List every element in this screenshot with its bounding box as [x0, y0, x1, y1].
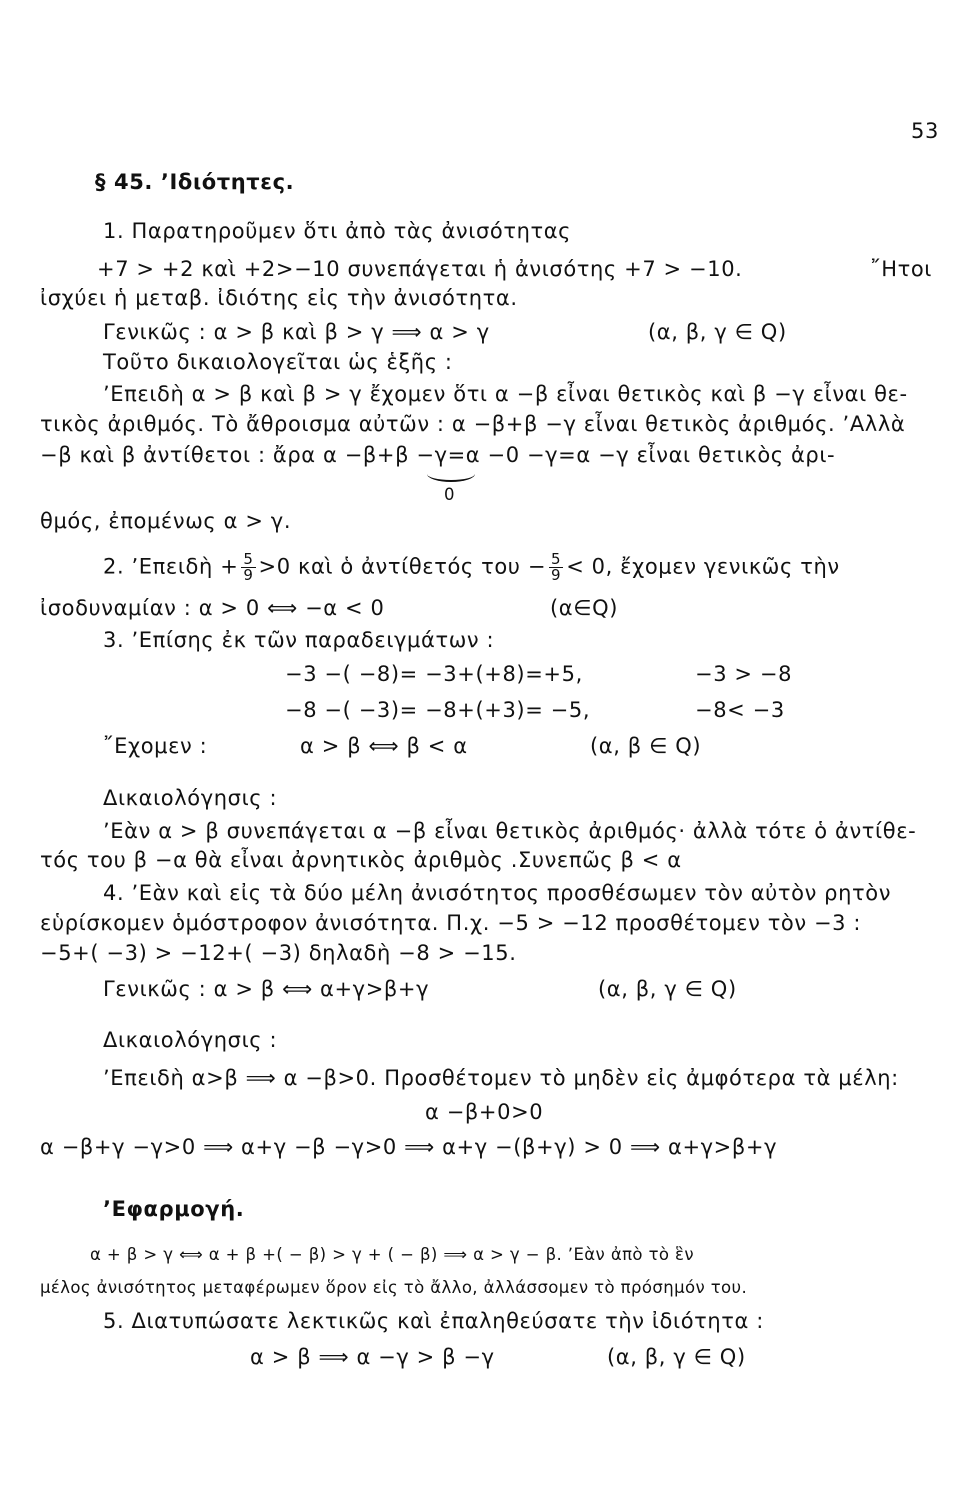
text-line-3: ἰσχύει ἡ μεταβ. ἰδιότης εἰς τὴν ἀνισότητα.	[40, 286, 518, 310]
text-line-7: τικὸς ἀριθμός. Τὸ ἄθροισμα αὐτῶν : α −β+β −γ εἶναι θετικὸς ἀριθμός. ʼΑλλὰ	[40, 412, 906, 436]
text-line-1: 1. Παρατηροῦμεν ὅτι ἀπὸ τὰς ἀνισότητας	[103, 219, 572, 243]
symmetry-rule: α > β ⟺ β < α	[300, 734, 468, 758]
fraction-five-ninths-opposite	[549, 552, 563, 583]
line-10-end: < 0, ἔχομεν γενικῶς τὴν	[566, 554, 840, 579]
general-rule-transitive: Γενικῶς : α > β καὶ β > γ ⟹ α > γ	[103, 320, 490, 344]
section-heading: § 45. ʼΙδιότητες.	[95, 170, 295, 194]
text-line-26: α −β+γ −γ>0 ⟹ α+γ −β −γ>0 ⟹ α+γ −(β+γ) > 0 ⟹ α+γ>β+γ	[40, 1135, 778, 1159]
page-number: 53	[911, 119, 939, 143]
text-line-5: Τοῦτο δικαιολογεῖται ὡς ἑξῆς :	[103, 350, 453, 374]
underbrace-zero: 0	[444, 485, 455, 504]
domain-note-4: (α, β, γ ∈ Q)	[598, 977, 737, 1001]
justification-heading-1: Δικαιολόγησις :	[103, 786, 278, 810]
addition-rule: Γενικῶς : α > β ⟺ α+γ>β+γ	[103, 977, 430, 1001]
text-line-12: 3. ʼΕπίσης ἐκ τῶν παραδειγμάτων :	[103, 628, 495, 652]
example-1-ineq: −3 > −8	[695, 662, 793, 686]
text-line-11	[40, 594, 740, 622]
example-1-calc: −3 −( −8)= −3+(+8)=+5,	[285, 662, 583, 686]
text-line-22	[103, 975, 753, 1003]
text-line-20: εὑρίσκομεν ὁμόστροφον ἀνισότητα. Π.χ. −5 > −12 προσθέτομεν τὸν −3 :	[40, 911, 862, 935]
fraction-denominator-2: 9	[551, 566, 562, 584]
fraction-numerator-2: 5	[551, 550, 562, 568]
fraction-five-ninths	[241, 552, 255, 583]
underbrace	[427, 466, 475, 482]
text-line-4	[103, 318, 803, 346]
text-line-18: τός του β −α θὰ εἶναι ἀρνητικὸς ἀριθμὸς .Συνεπῶς β < α	[40, 848, 682, 872]
text-line-8: −β καὶ β ἀντίθετοι : ἄρα α −β+β −γ=α −0 −γ=α −γ εἶναι θετικὸς ἀρι-	[40, 443, 836, 467]
we-have-label: ῎Εχομεν :	[103, 734, 208, 758]
justification-heading-2: Δικαιολόγησις :	[103, 1028, 278, 1052]
text-line-2	[97, 255, 932, 283]
example-line-1	[285, 660, 793, 688]
fraction-denominator: 9	[243, 566, 254, 584]
line-10-middle: >0 καὶ ὁ ἀντίθετός του −	[258, 554, 547, 579]
text-line-25: α −β+0>0	[425, 1100, 544, 1124]
text-line-19: 4. ʼΕὰν καὶ εἰς τὰ δύο μέλη ἀνισότητος προσθέσωμεν τὸν αὐτὸν ρητὸν	[103, 881, 892, 905]
text-line-21: −5+( −3) > −12+( −3) δηλαδὴ −8 > −15.	[40, 941, 517, 965]
domain-note-2: (α∈Q)	[550, 596, 619, 620]
text-line-28: α + β > γ ⟺ α + β +( − β) > γ + ( − β) ⟹ α > γ − β. ʼΕὰν ἀπὸ τὸ ἓν	[90, 1245, 694, 1264]
example-2-calc: −8 −( −3)= −8+(+3)= −5,	[285, 698, 591, 722]
fraction-numerator: 5	[243, 550, 254, 568]
domain-note-3: (α, β ∈ Q)	[590, 734, 702, 758]
text-line-17: ʼΕὰν α > β συνεπάγεται α −β εἶναι θετικὸς ἀριθμός· ἀλλὰ τότε ὁ ἀντίθε-	[103, 819, 917, 843]
equivalence-rule: ἰσοδυναμίαν : α > 0 ⟺ −α < 0	[40, 596, 385, 620]
text-line-15	[103, 732, 723, 760]
example-2-ineq: −8< −3	[695, 698, 785, 722]
text-line-6: ʼΕπειδὴ α > β καὶ β > γ ἔχομεν ὅτι α −β εἶναι θετικὸς καὶ β −γ εἶναι θε-	[103, 382, 908, 406]
text-line-2-main: +7 > +2 καὶ +2>−10 συνεπάγεται ἡ ἀνισότης +7 > −10.	[97, 257, 743, 281]
domain-note: (α, β, γ ∈ Q)	[648, 320, 787, 344]
text-line-24: ʼΕπειδὴ α>β ⟹ α −β>0. Προσθέτομεν τὸ μηδὲν εἰς ἀμφότερα τὰ μέλη:	[103, 1066, 899, 1090]
text-line-31	[250, 1343, 770, 1371]
subtraction-rule: α > β ⟹ α −γ > β −γ	[250, 1345, 495, 1369]
text-line-2-end: ῎Ητοι	[870, 257, 932, 281]
line-10-start: 2. ʼΕπειδὴ +	[103, 554, 239, 579]
text-line-30: 5. Διατυπώσατε λεκτικῶς καὶ ἐπαληθεύσατε τὴν ἰδιότητα :	[103, 1309, 764, 1333]
text-line-10	[103, 552, 840, 583]
text-line-9: θμός, ἐπομένως α > γ.	[40, 509, 292, 533]
application-heading: ʼΕφαρμογή.	[103, 1197, 245, 1221]
example-line-2	[285, 696, 785, 724]
text-line-29: μέλος ἀνισότητος μεταφέρωμεν ὅρον εἰς τὸ ἄλλο, ἀλλάσσομεν τὸ πρόσημόν του.	[40, 1278, 748, 1297]
domain-note-5: (α, β, γ ∈ Q)	[607, 1345, 746, 1369]
